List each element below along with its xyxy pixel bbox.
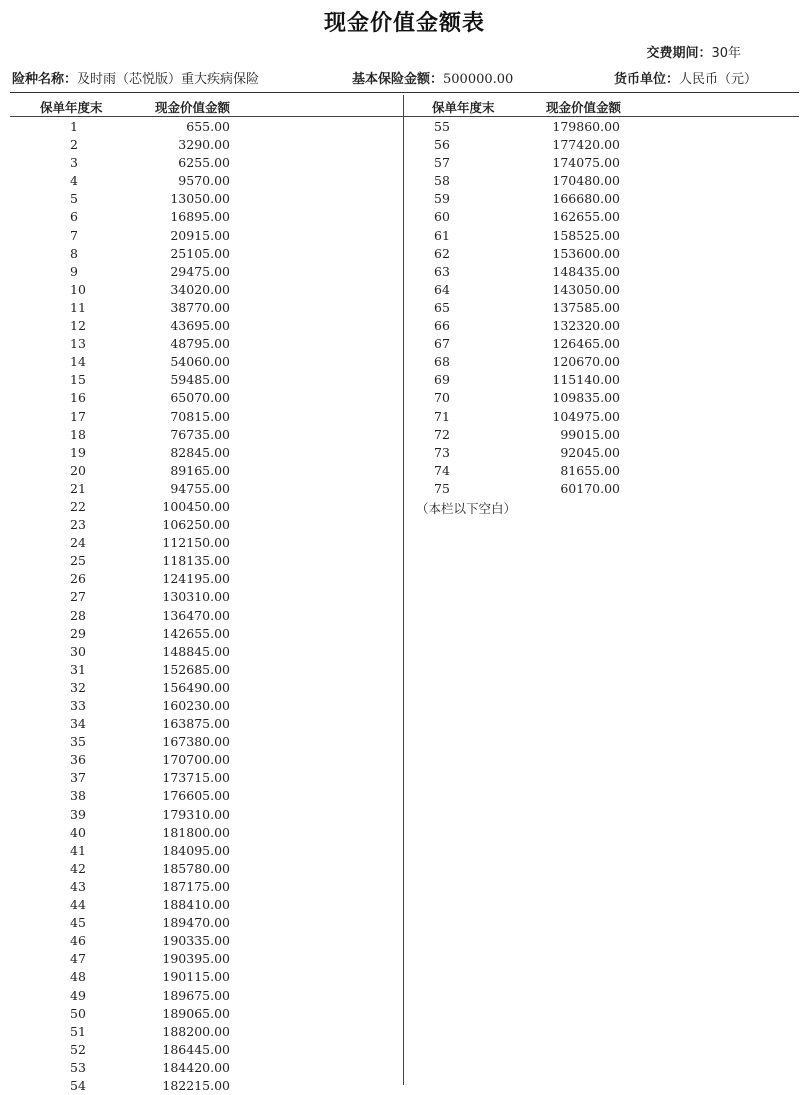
table-row (70, 190, 230, 208)
cash-value-cell: 99015.00 (560, 426, 620, 442)
policy-year-cell: 65 (434, 299, 450, 315)
cash-value-cell: 179310.00 (162, 806, 230, 822)
policy-year-cell: 64 (434, 281, 450, 297)
cash-value-cell: 60170.00 (560, 480, 620, 496)
policy-year-cell: 60 (434, 209, 450, 225)
policy-year-cell: 38 (70, 788, 86, 804)
cash-value-cell: 181800.00 (162, 824, 230, 840)
cash-value-cell: 163875.00 (162, 716, 230, 732)
product-name (12, 68, 259, 87)
policy-year-cell: 43 (70, 878, 86, 894)
policy-year-cell: 48 (70, 969, 86, 985)
policy-year-cell: 13 (70, 336, 86, 352)
table-row (70, 154, 230, 172)
cash-value-cell: 167380.00 (162, 734, 230, 750)
table-row (70, 1059, 230, 1077)
right-col-year-header: 保单年度末 (432, 100, 495, 115)
table-row (70, 335, 230, 353)
table-row (434, 299, 620, 317)
cash-value-cell: 177420.00 (552, 137, 620, 153)
policy-year-cell: 22 (70, 498, 86, 514)
cash-value-cell: 3290.00 (178, 137, 230, 153)
table-row (70, 444, 230, 462)
cash-value-cell: 143050.00 (552, 281, 620, 297)
cash-value-cell: 188200.00 (162, 1023, 230, 1039)
table-row (70, 987, 230, 1005)
policy-year-cell: 3 (70, 155, 78, 171)
table-row (70, 896, 230, 914)
policy-year-cell: 6 (70, 209, 78, 225)
cash-value-cell: 43695.00 (170, 318, 230, 334)
policy-year-cell: 10 (70, 281, 86, 297)
policy-year-cell: 20 (70, 462, 86, 478)
cash-value-cell: 189065.00 (162, 1005, 230, 1021)
policy-year-cell: 72 (434, 426, 450, 442)
policy-year-cell: 12 (70, 318, 86, 334)
policy-year-cell: 7 (70, 227, 78, 243)
table-row (434, 408, 620, 426)
policy-year-cell: 35 (70, 734, 86, 750)
policy-year-cell: 30 (70, 643, 86, 659)
table-row (434, 462, 620, 480)
cash-value-cell: 112150.00 (162, 535, 230, 551)
cash-value-cell: 160230.00 (162, 698, 230, 713)
table-row (70, 914, 230, 932)
table-row (70, 317, 230, 335)
table-row (70, 498, 230, 516)
table-row (434, 154, 620, 172)
policy-year-cell: 31 (70, 661, 86, 677)
table-row (70, 715, 230, 733)
table-row (434, 263, 620, 281)
table-row (70, 389, 230, 407)
left-col-value-header: 现金价值金额 (155, 100, 231, 115)
cash-value-cell: 89165.00 (170, 462, 230, 478)
policy-year-cell: 61 (434, 227, 450, 243)
cash-value-cell: 142655.00 (162, 625, 230, 641)
cash-value-cell: 48795.00 (170, 336, 230, 352)
cash-value-cell: 76735.00 (170, 426, 230, 442)
policy-year-cell: 47 (70, 951, 86, 967)
cash-value-cell: 136470.00 (162, 607, 230, 623)
cash-value-cell: 126465.00 (552, 336, 620, 352)
cash-value-cell: 184420.00 (162, 1059, 230, 1075)
cash-value-cell: 170480.00 (552, 173, 620, 189)
table-row (70, 625, 230, 643)
policy-year-cell: 19 (70, 444, 86, 460)
table-row (70, 697, 230, 715)
payment-period-label: 交费期间： (646, 46, 712, 61)
table-row (70, 426, 230, 444)
table-row (70, 118, 230, 136)
policy-year-cell: 36 (70, 752, 86, 768)
cash-value-cell: 190335.00 (162, 933, 230, 949)
policy-year-cell: 21 (70, 480, 86, 496)
cash-value-cell: 94755.00 (170, 480, 230, 496)
table-row (70, 136, 230, 154)
table-row (70, 842, 230, 860)
table-row (70, 208, 230, 226)
policy-year-cell: 66 (434, 318, 450, 334)
policy-year-cell: 70 (434, 390, 450, 406)
cash-value-cell: 655.00 (186, 119, 230, 134)
policy-year-cell: 27 (70, 589, 86, 605)
policy-year-cell: 23 (70, 517, 86, 533)
column-divider (403, 95, 404, 1085)
table-row (434, 335, 620, 353)
table-row (70, 172, 230, 190)
left-col-year-header: 保单年度末 (40, 100, 103, 115)
table-row (434, 353, 620, 371)
cash-value-cell: 182215.00 (162, 1077, 230, 1093)
table-row (70, 878, 230, 896)
table-row (434, 444, 620, 462)
policy-year-cell: 24 (70, 535, 86, 551)
cash-value-cell: 115140.00 (552, 372, 620, 388)
table-row (434, 281, 620, 299)
table-row (434, 426, 620, 444)
cash-value-cell: 185780.00 (162, 860, 230, 876)
cash-value-cell: 70815.00 (170, 408, 230, 424)
table-row (70, 860, 230, 878)
cash-value-cell: 120670.00 (552, 354, 620, 370)
policy-year-cell: 45 (70, 915, 86, 931)
currency-unit-value: 人民币（元） (679, 72, 758, 87)
cash-value-cell: 173715.00 (162, 770, 230, 786)
policy-year-cell: 42 (70, 860, 86, 876)
policy-year-cell: 17 (70, 408, 86, 424)
table-row (434, 118, 620, 136)
cash-value-cell: 188410.00 (162, 897, 230, 913)
table-row (70, 643, 230, 661)
policy-year-cell: 55 (434, 119, 450, 134)
table-row (70, 570, 230, 588)
table-row (434, 136, 620, 154)
policy-year-cell: 53 (70, 1059, 86, 1075)
policy-year-cell: 37 (70, 770, 86, 786)
policy-year-cell: 74 (434, 462, 450, 478)
table-row (434, 480, 620, 498)
policy-year-cell: 56 (434, 137, 450, 153)
policy-year-cell: 4 (70, 173, 78, 189)
cash-value-cell: 190115.00 (162, 969, 230, 985)
table-row (434, 371, 620, 389)
cash-value-cell: 187175.00 (162, 878, 230, 894)
table-row (70, 480, 230, 498)
cash-value-cell: 118135.00 (162, 553, 230, 569)
cash-value-cell: 189470.00 (162, 915, 230, 931)
table-row (70, 824, 230, 842)
policy-year-cell: 71 (434, 408, 450, 424)
policy-year-cell: 57 (434, 155, 450, 171)
policy-year-cell: 41 (70, 842, 86, 858)
payment-period-value: 30年 (711, 46, 741, 61)
table-row (70, 806, 230, 824)
table-row (434, 389, 620, 407)
left-table-body (70, 118, 230, 1095)
policy-year-cell: 1 (70, 119, 78, 134)
cash-value-cell: 158525.00 (552, 227, 620, 243)
policy-year-cell: 46 (70, 933, 86, 949)
table-row (70, 787, 230, 805)
cash-value-cell: 148845.00 (162, 643, 230, 659)
policy-year-cell: 67 (434, 336, 450, 352)
cash-value-cell: 34020.00 (170, 281, 230, 297)
table-row (70, 299, 230, 317)
policy-year-cell: 73 (434, 444, 450, 460)
policy-year-cell: 25 (70, 553, 86, 569)
policy-year-cell: 52 (70, 1041, 86, 1057)
cash-value-cell: 16895.00 (170, 209, 230, 225)
blank-note: （本栏以下空白） (416, 501, 517, 516)
cash-value-cell: 106250.00 (162, 517, 230, 533)
cash-value-cell: 54060.00 (170, 354, 230, 370)
table-row (70, 679, 230, 697)
policy-year-cell: 69 (434, 372, 450, 388)
currency-unit (614, 68, 757, 87)
policy-year-cell: 59 (434, 191, 450, 207)
table-row (70, 751, 230, 769)
policy-year-cell: 14 (70, 354, 86, 370)
cash-value-cell: 174075.00 (552, 155, 620, 171)
table-row (70, 950, 230, 968)
policy-year-cell: 9 (70, 263, 78, 279)
table-row (70, 516, 230, 534)
cash-value-cell: 170700.00 (162, 752, 230, 768)
page-title: 现金价值金额表 (323, 11, 485, 36)
policy-year-cell: 11 (70, 299, 86, 315)
cash-value-cell: 132320.00 (552, 318, 620, 334)
cash-value-cell: 82845.00 (170, 444, 230, 460)
cash-value-cell: 100450.00 (162, 498, 230, 514)
table-row (70, 1023, 230, 1041)
table-row (70, 371, 230, 389)
cash-value-cell: 186445.00 (162, 1041, 230, 1057)
table-row (70, 552, 230, 570)
header-rule (10, 116, 799, 117)
table-row (434, 172, 620, 190)
table-row (70, 968, 230, 986)
table-row (70, 932, 230, 950)
cash-value-cell: 13050.00 (170, 191, 230, 207)
table-row (70, 1005, 230, 1023)
cash-value-cell: 137585.00 (552, 299, 620, 315)
policy-year-cell: 51 (70, 1023, 86, 1039)
table-row (434, 190, 620, 208)
cash-value-cell: 162655.00 (552, 209, 620, 225)
cash-value-cell: 92045.00 (560, 444, 620, 460)
cash-value-cell: 166680.00 (552, 191, 620, 207)
table-row (70, 462, 230, 480)
cash-value-cell: 6255.00 (178, 155, 230, 171)
table-row (70, 733, 230, 751)
policy-year-cell: 18 (70, 426, 86, 442)
policy-year-cell: 63 (434, 263, 450, 279)
policy-year-cell: 16 (70, 390, 86, 406)
currency-unit-label: 货币单位： (614, 72, 680, 87)
policy-year-cell: 49 (70, 987, 86, 1003)
table-row (70, 281, 230, 299)
product-name-label: 险种名称： (12, 72, 78, 87)
policy-year-cell: 5 (70, 191, 78, 207)
policy-year-cell: 39 (70, 806, 86, 822)
policy-year-cell: 40 (70, 824, 86, 840)
policy-year-cell: 8 (70, 245, 78, 261)
cash-value-cell: 176605.00 (162, 788, 230, 804)
cash-value-cell: 59485.00 (170, 372, 230, 388)
policy-year-cell: 62 (434, 245, 450, 261)
policy-year-cell: 75 (434, 480, 450, 496)
cash-value-cell: 156490.00 (162, 679, 230, 695)
table-row (434, 227, 620, 245)
cash-value-cell: 189675.00 (162, 987, 230, 1003)
table-row (70, 1077, 230, 1095)
policy-year-cell: 26 (70, 571, 86, 587)
policy-year-cell: 44 (70, 897, 86, 913)
table-row (70, 534, 230, 552)
table-row (70, 353, 230, 371)
right-col-value-header: 现金价值金额 (546, 100, 622, 115)
cash-value-cell: 29475.00 (170, 263, 230, 279)
cash-value-cell: 9570.00 (178, 173, 230, 189)
cash-value-cell: 130310.00 (162, 589, 230, 605)
cash-value-cell: 190395.00 (162, 951, 230, 967)
sum-insured-value: 500000.00 (443, 72, 514, 87)
right-table-body (434, 118, 620, 498)
sum-insured (352, 68, 513, 87)
table-row (434, 317, 620, 335)
table-row (70, 408, 230, 426)
policy-year-cell: 2 (70, 137, 78, 153)
policy-year-cell: 68 (434, 354, 450, 370)
cash-value-cell: 38770.00 (170, 299, 230, 315)
top-rule (10, 92, 799, 93)
table-row (70, 1041, 230, 1059)
cash-value-cell: 152685.00 (162, 661, 230, 677)
table-row (70, 588, 230, 606)
cash-value-cell: 25105.00 (170, 245, 230, 261)
cash-value-cell: 153600.00 (552, 245, 620, 261)
policy-year-cell: 50 (70, 1005, 86, 1021)
table-row (70, 607, 230, 625)
policy-year-cell: 33 (70, 698, 86, 713)
policy-year-cell: 58 (434, 173, 450, 189)
table-row (70, 245, 230, 263)
policy-year-cell: 54 (70, 1077, 86, 1093)
product-name-value: 及时雨（芯悦版）重大疾病保险 (77, 72, 260, 87)
cash-value-cell: 179860.00 (552, 119, 620, 134)
table-row (434, 208, 620, 226)
table-row (70, 769, 230, 787)
table-row (70, 661, 230, 679)
cash-value-cell: 20915.00 (170, 227, 230, 243)
policy-year-cell: 15 (70, 372, 86, 388)
cash-value-cell: 81655.00 (560, 462, 620, 478)
cash-value-cell: 148435.00 (552, 263, 620, 279)
cash-value-cell: 65070.00 (170, 390, 230, 406)
table-row (434, 245, 620, 263)
policy-year-cell: 28 (70, 607, 86, 623)
sum-insured-label: 基本保险金额： (352, 72, 444, 87)
policy-year-cell: 29 (70, 625, 86, 641)
table-row (70, 227, 230, 245)
cash-value-cell: 124195.00 (162, 571, 230, 587)
cash-value-cell: 184095.00 (162, 842, 230, 858)
cash-value-cell: 104975.00 (552, 408, 620, 424)
cash-value-cell: 109835.00 (552, 390, 620, 406)
table-row (70, 263, 230, 281)
payment-period (646, 42, 741, 61)
policy-year-cell: 32 (70, 679, 86, 695)
policy-year-cell: 34 (70, 716, 86, 732)
